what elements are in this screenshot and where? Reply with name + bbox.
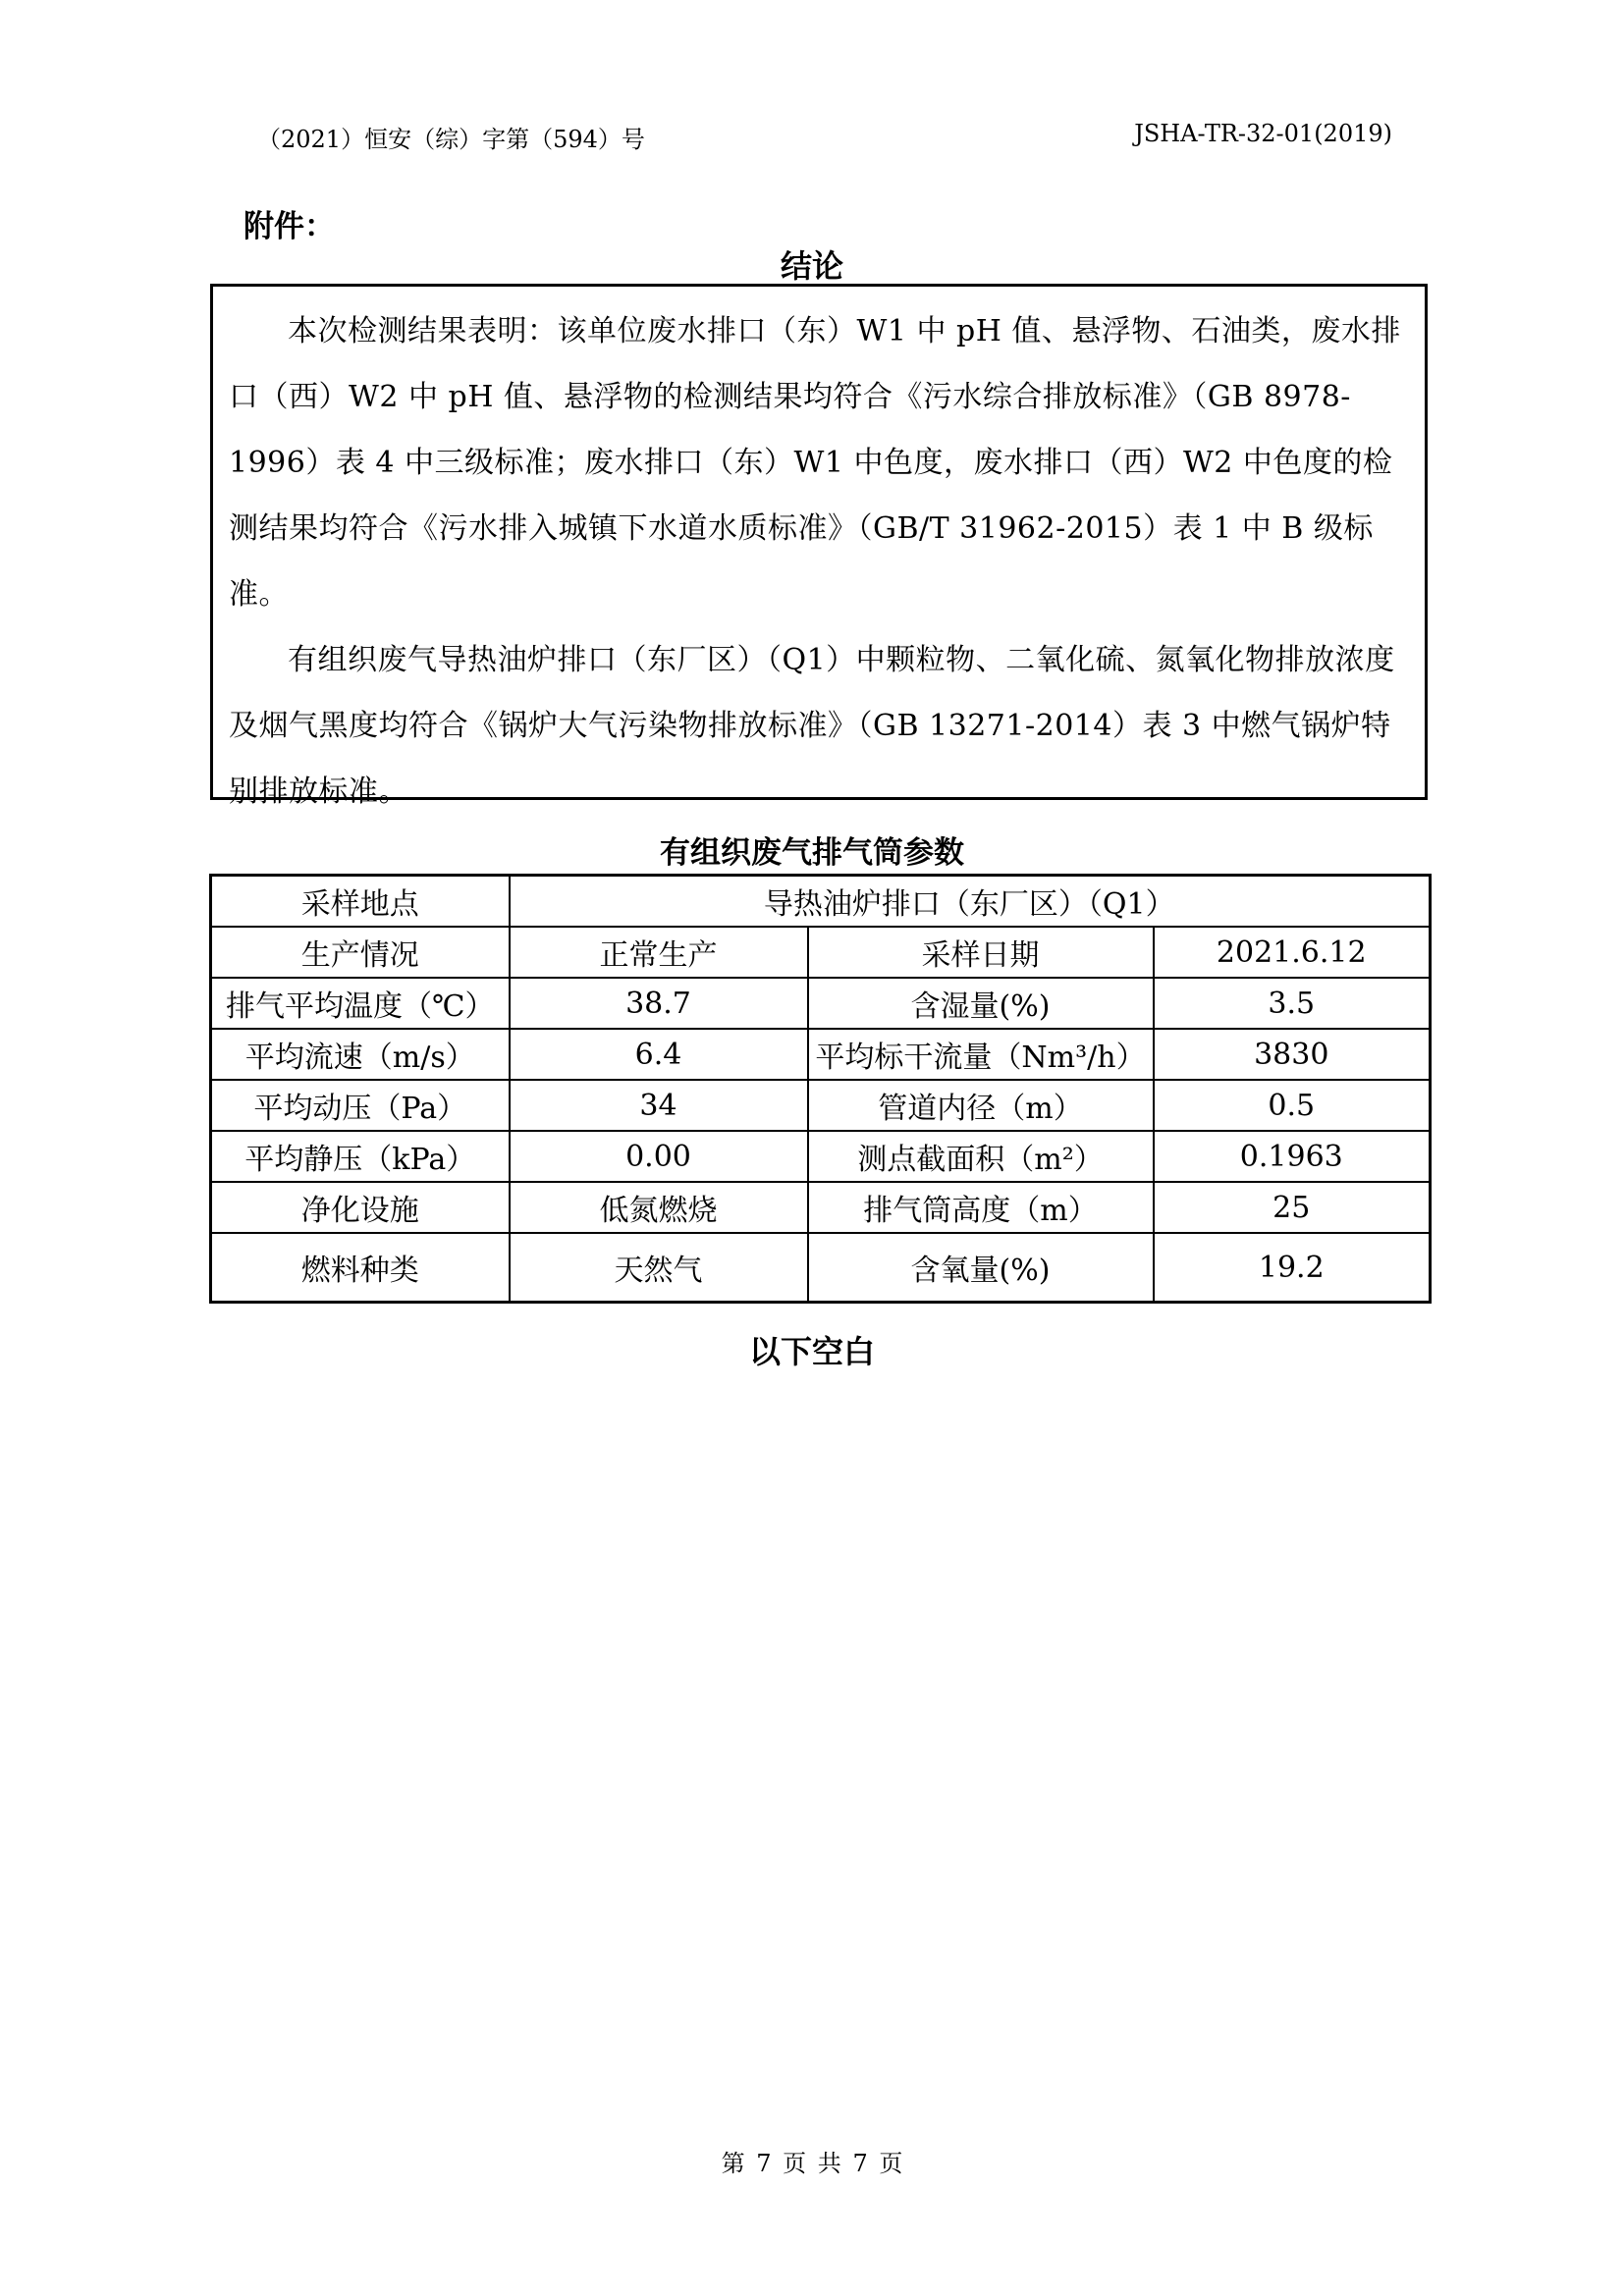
param-label: 排气筒高度（m） — [808, 1182, 1154, 1233]
param-value: 0.00 — [510, 1131, 808, 1182]
param-label: 净化设施 — [211, 1182, 510, 1233]
param-label: 含氧量(%) — [808, 1233, 1154, 1303]
location-label: 采样地点 — [211, 876, 510, 928]
table-row — [211, 978, 1431, 1029]
param-label: 含湿量(%) — [808, 978, 1154, 1029]
param-value: 天然气 — [510, 1233, 808, 1303]
param-label: 平均静压（kPa） — [211, 1131, 510, 1182]
param-label: 生产情况 — [211, 927, 510, 978]
param-value: 3.5 — [1154, 978, 1431, 1029]
param-value: 19.2 — [1154, 1233, 1431, 1303]
table-row — [211, 876, 1431, 928]
param-value: 0.5 — [1154, 1080, 1431, 1131]
table-row — [211, 1029, 1431, 1080]
page-number: 第 7 页 共 7 页 — [721, 2150, 903, 2177]
param-value: 38.7 — [510, 978, 808, 1029]
conclusion-paragraph-exhaust: 有组织废气导热油炉排口（东厂区）（Q1）中颗粒物、二氧化硫、氮氧化物排放浓度及烟气黑度均符合《锅炉大气污染物排放标准》（GB 13271-2014）表 3 中燃气锅炉特别排放标准。 — [229, 643, 1395, 809]
table-row — [211, 927, 1431, 978]
report-number: （2021）恒安（综）字第（594）号 — [257, 126, 645, 153]
param-value: 0.1963 — [1154, 1131, 1431, 1182]
table-row — [211, 1131, 1431, 1182]
param-label: 采样日期 — [808, 927, 1154, 978]
table-row — [211, 1182, 1431, 1233]
attachment-label: 附件： — [244, 209, 335, 244]
conclusion-paragraph-wastewater: 本次检测结果表明：该单位废水排口（东）W1 中 pH 值、悬浮物、石油类，废水排口（西）W2 中 pH 值、悬浮物的检测结果均符合《污水综合排放标准》（GB 8978-1996）表 4 中三级标准；废水排口（东）W1 中色度，废水排口（西）W2 中色度的检测结果均符合《污水排入城镇下水道水质标准》（GB/T 31962-2015）表 1 中 B 级标准。 — [229, 314, 1401, 612]
param-value: 2021.6.12 — [1154, 927, 1431, 978]
param-label: 平均流速（m/s） — [211, 1029, 510, 1080]
table-title: 有组织废气排气筒参数 — [660, 835, 964, 871]
table-row — [211, 1233, 1431, 1303]
param-value: 低氮燃烧 — [510, 1182, 808, 1233]
table-row — [211, 1080, 1431, 1131]
param-label: 平均标干流量（Nm³/h） — [808, 1029, 1154, 1080]
param-label: 燃料种类 — [211, 1233, 510, 1303]
document-code: JSHA-TR-32-01(2019) — [1134, 120, 1392, 147]
param-value: 正常生产 — [510, 927, 808, 978]
param-value: 34 — [510, 1080, 808, 1131]
blank-below-note: 以下空白 — [748, 1333, 875, 1370]
param-value: 6.4 — [510, 1029, 808, 1080]
param-label: 排气平均温度（℃） — [211, 978, 510, 1029]
param-value: 25 — [1154, 1182, 1431, 1233]
param-label: 管道内径（m） — [808, 1080, 1154, 1131]
param-value: 3830 — [1154, 1029, 1431, 1080]
exhaust-stack-parameters-table — [209, 874, 1432, 1304]
location-value: 导热油炉排口（东厂区）（Q1） — [510, 876, 1431, 928]
conclusion-box — [210, 284, 1428, 809]
param-label: 测点截面积（m²） — [808, 1131, 1154, 1182]
conclusion-title: 结论 — [780, 247, 843, 285]
param-label: 平均动压（Pa） — [211, 1080, 510, 1131]
